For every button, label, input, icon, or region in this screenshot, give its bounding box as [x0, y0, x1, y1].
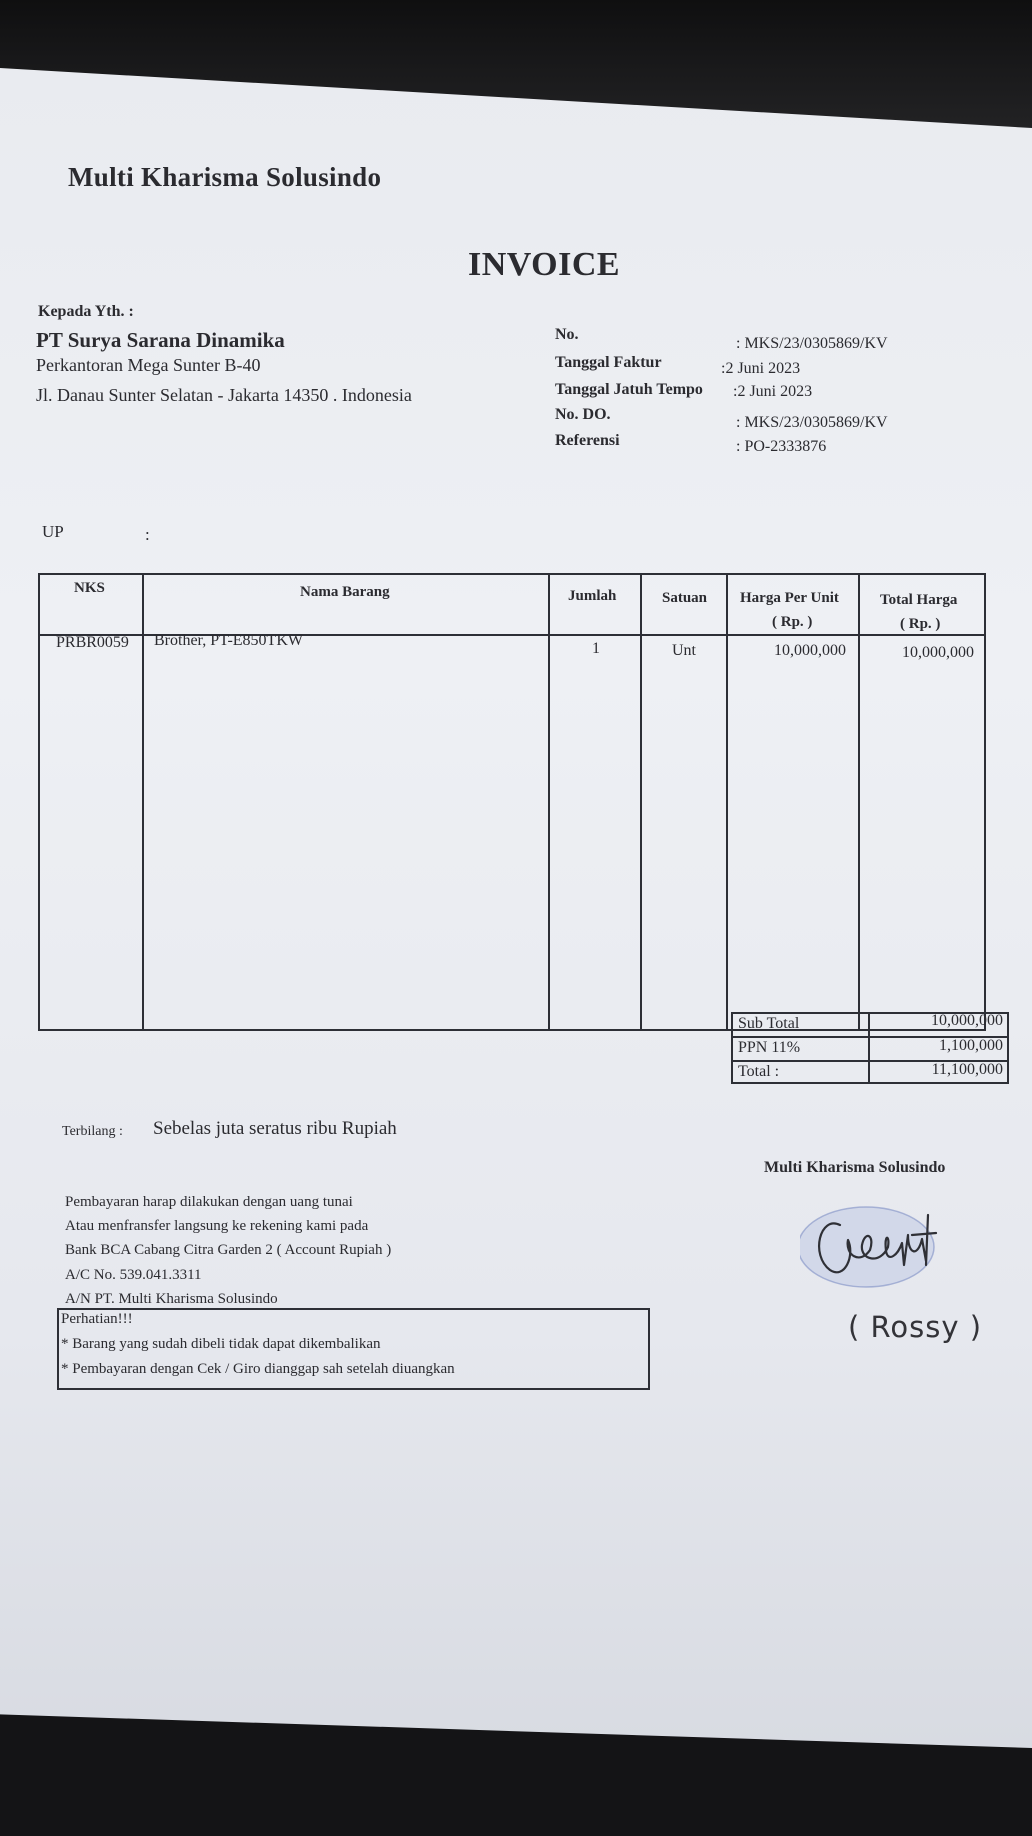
column-divider [640, 573, 642, 1031]
total-value: 11,100,000 [931, 1061, 1003, 1078]
terbilang-value: Sebelas juta seratus ribu Rupiah [153, 1118, 397, 1139]
signature-company: Multi Kharisma Solusindo [764, 1159, 946, 1176]
header-nama-barang: Nama Barang [300, 584, 390, 600]
meta-label-no: No. [555, 326, 579, 343]
total-label: Total : [738, 1063, 780, 1080]
recipient-address-1: Perkantoran Mega Sunter B-40 [36, 355, 261, 375]
meta-label-jatuh-tempo: Tanggal Jatuh Tempo [555, 381, 703, 398]
company-name: Multi Kharisma Solusindo [68, 162, 382, 192]
invoice-title: INVOICE [468, 246, 621, 283]
column-divider [726, 573, 728, 1031]
notice-item-1: * Barang yang sudah dibeli tidak dapat dikembalikan [61, 1336, 381, 1352]
notice-item-2: * Pembayaran dengan Cek / Giro dianggap sah setelah diuangkan [61, 1361, 455, 1377]
up-colon: : [145, 525, 150, 544]
meta-value-tanggal-faktur: :2 Juni 2023 [721, 360, 801, 377]
signatory-name: ( Rossy ) [848, 1310, 983, 1344]
header-jumlah: Jumlah [568, 588, 617, 604]
meta-value-jatuh-tempo: :2 Juni 2023 [733, 383, 813, 400]
meta-label-tanggal-faktur: Tanggal Faktur [555, 354, 662, 371]
meta-label-referensi: Referensi [555, 432, 620, 449]
signature-stamp [800, 1195, 980, 1310]
row-total-harga: 10,000,000 [902, 644, 974, 661]
payment-line-3: Bank BCA Cabang Citra Garden 2 ( Account Rupiah ) [65, 1242, 392, 1258]
subtotal-value: 10,000,000 [931, 1012, 1003, 1029]
row-nama-barang: Brother, PT-E850TKW [154, 632, 303, 649]
header-total-unit: ( Rp. ) [900, 616, 941, 632]
header-harga-unit: ( Rp. ) [772, 614, 813, 630]
column-divider [548, 573, 550, 1031]
recipient-label: Kepada Yth. : [38, 303, 134, 320]
header-harga-per-unit: Harga Per Unit [740, 590, 839, 606]
meta-label-no-do: No. DO. [555, 406, 611, 423]
row-nks: PRBR0059 [56, 634, 129, 651]
up-label: UP [42, 522, 64, 541]
payment-line-2: Atau menfransfer langsung ke rekening kami pada [65, 1218, 369, 1234]
row-satuan: Unt [672, 642, 696, 659]
ppn-value: 1,100,000 [939, 1037, 1003, 1054]
notice-title: Perhatian!!! [61, 1311, 133, 1327]
row-harga-per-unit: 10,000,000 [774, 642, 846, 659]
recipient-address-2: Jl. Danau Sunter Selatan - Jakarta 14350 . Indonesia [36, 385, 412, 405]
row-jumlah: 1 [592, 640, 600, 657]
ppn-label: PPN 11% [738, 1039, 801, 1056]
recipient-name: PT Surya Sarana Dinamika [36, 328, 285, 352]
header-nks: NKS [74, 580, 105, 596]
subtotal-label: Sub Total [738, 1015, 800, 1032]
meta-value-no: : MKS/23/0305869/KV [736, 335, 888, 352]
terbilang-label: Terbilang : [62, 1124, 123, 1139]
payment-account-no: A/C No. 539.041.3311 [65, 1267, 202, 1283]
header-satuan: Satuan [662, 590, 708, 606]
payment-account-name: A/N PT. Multi Kharisma Solusindo [65, 1291, 278, 1307]
header-total-harga: Total Harga [880, 592, 958, 608]
column-divider [858, 573, 860, 1031]
column-divider [142, 573, 144, 1031]
meta-value-no-do: : MKS/23/0305869/KV [736, 414, 888, 431]
payment-line-1: Pembayaran harap dilakukan dengan uang tunai [65, 1194, 353, 1210]
meta-value-referensi: : PO-2333876 [736, 438, 827, 455]
